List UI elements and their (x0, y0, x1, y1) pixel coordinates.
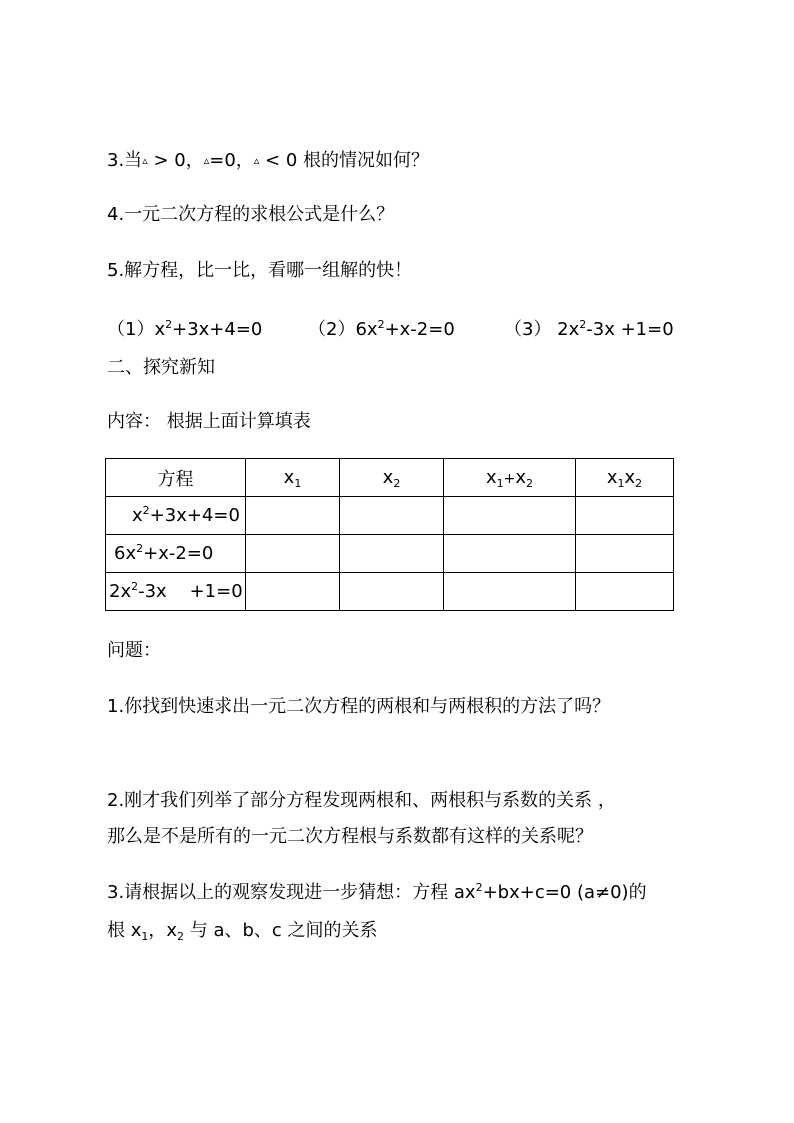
h-prod-a: x (606, 467, 618, 488)
header-x2 (340, 459, 444, 497)
equation-3 (504, 319, 674, 341)
table-header-row (106, 459, 674, 497)
r1-rest: +3x+4=0 (149, 505, 240, 526)
header-equation: 方程 (106, 459, 246, 497)
table-row (106, 573, 674, 611)
eq2-base: 6x (355, 319, 378, 340)
h-prod-a-sub: 1 (617, 477, 625, 490)
q3-gt: > 0， (147, 150, 204, 171)
blank-cell[interactable] (576, 573, 674, 611)
equation-2 (308, 319, 455, 341)
header-x1 (246, 459, 340, 497)
blank-cell[interactable] (340, 535, 444, 573)
h-prod-b: x (624, 467, 636, 488)
h-sum-b: x (515, 467, 527, 488)
h-prod-b-sub: 2 (635, 477, 643, 490)
table-row (106, 497, 674, 535)
blank-cell[interactable] (444, 573, 576, 611)
question-5: 5.解方程，比一比，看哪一组解的快！ (107, 260, 413, 281)
eq3-label: （3） (504, 319, 552, 340)
r3-base: 2x (109, 581, 132, 602)
r1-sup: 2 (142, 504, 150, 517)
delta-symbol: ▵ (203, 154, 210, 167)
p3-sub2: 2 (177, 930, 185, 943)
eq2-sup: 2 (377, 318, 385, 331)
blank-cell[interactable] (246, 573, 340, 611)
eq3-sup: 2 (579, 318, 587, 331)
blank-cell[interactable] (576, 497, 674, 535)
results-table (105, 458, 674, 611)
blank-cell[interactable] (246, 497, 340, 535)
eq1-base: x (154, 319, 166, 340)
content-line: 内容： 根据上面计算填表 (107, 411, 311, 432)
question-3 (107, 150, 429, 172)
h-sum-b-sub: 2 (526, 477, 534, 490)
equation-1 (107, 319, 262, 341)
eq3-base: 2x (551, 319, 580, 340)
p3-mid: ，x (148, 920, 178, 941)
h-x2-base: x (382, 467, 394, 488)
h-x1-base: x (283, 467, 295, 488)
header-sum (444, 459, 576, 497)
q3-prefix: 3.当 (107, 150, 143, 171)
row-equation-cell (106, 497, 246, 535)
eq1-rest: +3x+4=0 (172, 319, 263, 340)
h-sum-a: x (485, 467, 497, 488)
questions-label: 问题： (107, 640, 161, 661)
blank-cell[interactable] (444, 497, 576, 535)
r2-rest: +x-2=0 (143, 543, 214, 564)
eq3-rest: -3x +1=0 (586, 319, 674, 340)
blank-cell[interactable] (444, 535, 576, 573)
q3-lt: < 0 根的情况如何？ (259, 150, 430, 171)
blank-cell[interactable] (576, 535, 674, 573)
p3-pre: 根 x (107, 920, 142, 941)
p3-text: 3.请根据以上的观察发现进一步猜想：方程 ax (107, 882, 476, 903)
q3-eq: =0， (209, 150, 254, 171)
h-x1-sub: 1 (294, 477, 302, 490)
eq1-sup: 2 (165, 318, 173, 331)
header-product (576, 459, 674, 497)
row-equation-cell (106, 535, 246, 573)
problem-3-line-2 (107, 920, 378, 942)
problem-2-line-2: 那么是不是所有的一元二次方程根与系数都有这样的关系呢？ (107, 826, 593, 847)
delta-symbol: ▵ (253, 154, 260, 167)
blank-cell[interactable] (340, 497, 444, 535)
problem-3-line-1 (107, 882, 647, 904)
eq2-label: （2） (308, 319, 356, 340)
r2-sup: 2 (136, 542, 144, 555)
blank-cell[interactable] (246, 535, 340, 573)
section-title: 二、探究新知 (107, 357, 215, 378)
delta-symbol: ▵ (142, 154, 148, 167)
row-equation-cell (106, 573, 246, 611)
p3-rest: +bx+c=0 (a≠0)的 (482, 882, 647, 903)
table-row (106, 535, 674, 573)
problem-1: 1.你找到快速求出一元二次方程的两根和与两根积的方法了吗？ (107, 696, 611, 717)
problem-2-line-1: 2.刚才我们列举了部分方程发现两根和、两根积与系数的关系 ， (107, 790, 616, 811)
eq1-label: （1） (107, 319, 155, 340)
r3-sup: 2 (131, 580, 139, 593)
p3-sup: 2 (475, 881, 483, 894)
h-sum-a-sub: 1 (496, 477, 504, 490)
question-4: 4.一元二次方程的求根公式是什么？ (107, 204, 395, 225)
r2-base: 6x (114, 543, 137, 564)
blank-cell[interactable] (340, 573, 444, 611)
r1-base: x (132, 505, 143, 526)
p3-sub1: 1 (141, 930, 149, 943)
p3-rest2: 与 a、b、c 之间的关系 (184, 920, 378, 941)
r3-rest: -3x +1=0 (138, 581, 243, 602)
eq2-rest: +x-2=0 (384, 319, 455, 340)
h-x2-sub: 2 (393, 477, 401, 490)
h-sum-plus: + (503, 471, 516, 487)
